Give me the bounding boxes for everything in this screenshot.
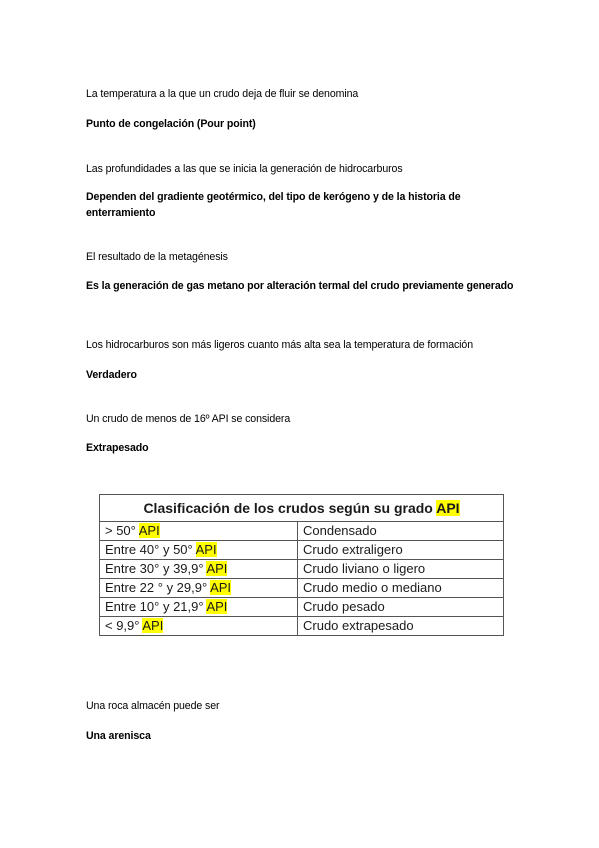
- class-cell: Crudo extraligero: [298, 541, 504, 560]
- answer-6: Una arenisca: [86, 730, 151, 742]
- class-cell: Crudo pesado: [298, 598, 504, 617]
- question-2: Las profundidades a las que se inicia la generación de hidrocarburos: [86, 163, 403, 175]
- table-row: [100, 541, 504, 560]
- question-4: Los hidrocarburos son más ligeros cuanto más alta sea la temperatura de formación: [86, 339, 474, 351]
- range-text: Entre 22 ° y 29,9°: [105, 580, 211, 595]
- table-title: [100, 495, 504, 522]
- range-highlight: API: [195, 542, 217, 557]
- table-row: [100, 522, 504, 541]
- range-cell: [100, 541, 298, 560]
- class-cell: Crudo extrapesado: [298, 617, 504, 636]
- class-cell: Crudo medio o mediano: [298, 579, 504, 598]
- question-3: El resultado de la metagénesis: [86, 251, 228, 263]
- range-highlight: API: [210, 580, 232, 595]
- range-cell: [100, 598, 298, 617]
- answer-2: Dependen del gradiente geotérmico, del tipo de kerógeno y de la historia de enterramiento: [86, 191, 461, 219]
- range-text: Entre 10° y 21,9°: [105, 599, 207, 614]
- range-text: < 9,9°: [105, 618, 143, 633]
- table-row: [100, 617, 504, 636]
- range-highlight: API: [142, 618, 164, 633]
- answer-3: Es la generación de gas metano por alteración termal del crudo previamente generado: [86, 280, 514, 292]
- range-cell: [100, 522, 298, 541]
- table-row: [100, 598, 504, 617]
- answer-4: Verdadero: [86, 369, 137, 381]
- range-highlight: API: [206, 561, 228, 576]
- table-title-highlight: API: [436, 500, 460, 516]
- range-cell: [100, 617, 298, 636]
- answer-1: Punto de congelación (Pour point): [86, 118, 256, 130]
- table-header-row: [100, 495, 504, 522]
- answer-5: Extrapesado: [86, 442, 149, 454]
- question-6: Una roca almacén puede ser: [86, 700, 220, 712]
- range-text: Entre 40° y 50°: [105, 542, 196, 557]
- table-title-text: Clasificación de los crudos según su grado: [143, 500, 437, 516]
- class-cell: Condensado: [298, 522, 504, 541]
- class-cell: Crudo liviano o ligero: [298, 560, 504, 579]
- range-cell: [100, 560, 298, 579]
- range-text: Entre 30° y 39,9°: [105, 561, 207, 576]
- table-row: [100, 560, 504, 579]
- question-1: La temperatura a la que un crudo deja de fluir se denomina: [86, 88, 359, 100]
- api-classification-table: [99, 494, 504, 636]
- range-text: > 50°: [105, 523, 139, 538]
- range-highlight: API: [138, 523, 160, 538]
- range-highlight: API: [206, 599, 228, 614]
- range-cell: [100, 579, 298, 598]
- table-row: [100, 579, 504, 598]
- api-classification-table-wrapper: [99, 494, 504, 636]
- question-5: Un crudo de menos de 16º API se considera: [86, 413, 291, 425]
